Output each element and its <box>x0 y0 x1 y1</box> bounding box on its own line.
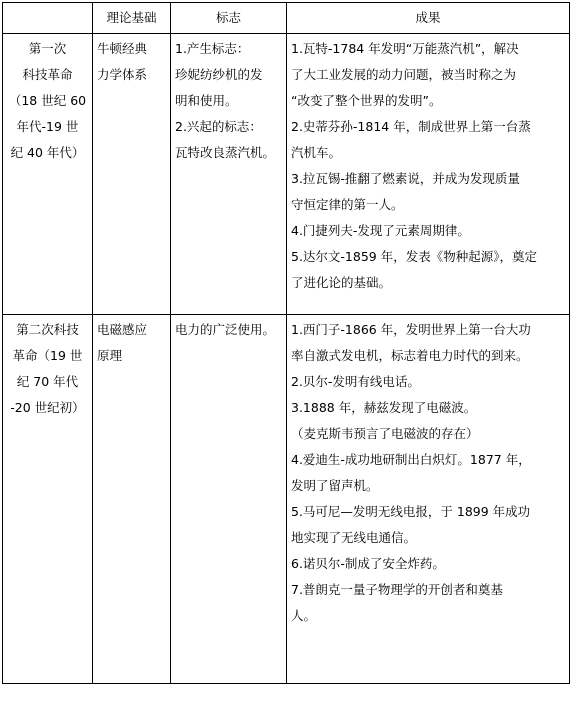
theory-cell <box>93 315 171 684</box>
era-line: 科技革命 <box>22 67 73 82</box>
revolution-table <box>2 2 570 684</box>
result-cell <box>287 34 570 315</box>
theory-line: 力学体系 <box>97 67 148 82</box>
header-theory: 理论基础 <box>93 3 171 34</box>
result-line: 发明了留声机。 <box>291 478 379 493</box>
result-line: 7.普朗克一量子物理学的开创者和奠基 <box>291 582 503 597</box>
result-line: 了进化论的基础。 <box>291 275 392 290</box>
table-row <box>3 34 570 315</box>
sign-line: 1.产生标志： <box>175 41 250 56</box>
era-cell <box>3 315 93 684</box>
sign-line: 瓦特改良蒸汽机。 <box>175 145 276 160</box>
result-line: 汽机车。 <box>291 145 342 160</box>
table-row <box>3 315 570 684</box>
result-line: 率自激式发电机，标志着电力时代的到来。 <box>291 348 529 363</box>
theory-line: 原理 <box>97 348 123 363</box>
header-result: 成果 <box>287 3 570 34</box>
result-line: 了大工业发展的动力问题，被当时称之为 <box>291 67 517 82</box>
result-line: 地实现了无线电通信。 <box>291 530 417 545</box>
era-line: 第二次科技 <box>16 322 79 337</box>
result-line: 4.爱迪生-成功地研制出白炽灯。1877 年， <box>291 452 531 467</box>
era-line: 第一次 <box>28 41 67 56</box>
era-line: -20 世纪初） <box>10 400 85 415</box>
header-row <box>3 3 570 34</box>
sign-line: 电力的广泛使用。 <box>175 322 276 337</box>
theory-line: 电磁感应 <box>97 322 148 337</box>
sign-cell <box>171 315 287 684</box>
era-line: 年代-19 世 <box>16 119 79 134</box>
result-line: 4.门捷列夫-发现了元素周期律。 <box>291 223 470 238</box>
result-line: 2.史蒂芬孙-1814 年，制成世界上第一台蒸 <box>291 119 531 134</box>
result-line: 1.西门子-1866 年，发明世界上第一台大功 <box>291 322 531 337</box>
sign-cell <box>171 34 287 315</box>
era-line: 纪 70 年代 <box>16 374 79 389</box>
result-line: 5.达尔文-1859 年，发表《物种起源》，奠定 <box>291 249 537 264</box>
result-line: 3.拉瓦锡-推翻了燃素说，并成为发现质量 <box>291 171 520 186</box>
header-sign: 标志 <box>171 3 287 34</box>
result-line: （麦克斯韦预言了电磁波的存在） <box>291 426 479 441</box>
result-line: 6.诺贝尔-制成了安全炸药。 <box>291 556 445 571</box>
result-line: 3.1888 年，赫兹发现了电磁波。 <box>291 400 477 415</box>
result-line: 1.瓦特-1784 年发明“万能蒸汽机”，解决 <box>291 41 519 56</box>
era-line: 革命（19 世 <box>12 348 83 363</box>
result-line: 守恒定律的第一人。 <box>291 197 404 212</box>
era-line: （18 世纪 60 <box>8 93 87 108</box>
theory-cell <box>93 34 171 315</box>
result-line: 5.马可尼—发明无线电报，于 1899 年成功 <box>291 504 531 519</box>
sign-line: 2.兴起的标志： <box>175 119 262 134</box>
result-line: 人。 <box>291 608 317 623</box>
sign-line: 珍妮纺纱机的发 <box>175 67 263 82</box>
result-line: 2.贝尔-发明有线电话。 <box>291 374 420 389</box>
result-line: “改变了整个世界的发明”。 <box>291 93 442 108</box>
sign-line: 明和使用。 <box>175 93 238 108</box>
era-line: 纪 40 年代） <box>10 145 85 160</box>
theory-line: 牛顿经典 <box>97 41 148 56</box>
header-era <box>3 3 93 34</box>
era-cell <box>3 34 93 315</box>
result-cell <box>287 315 570 684</box>
